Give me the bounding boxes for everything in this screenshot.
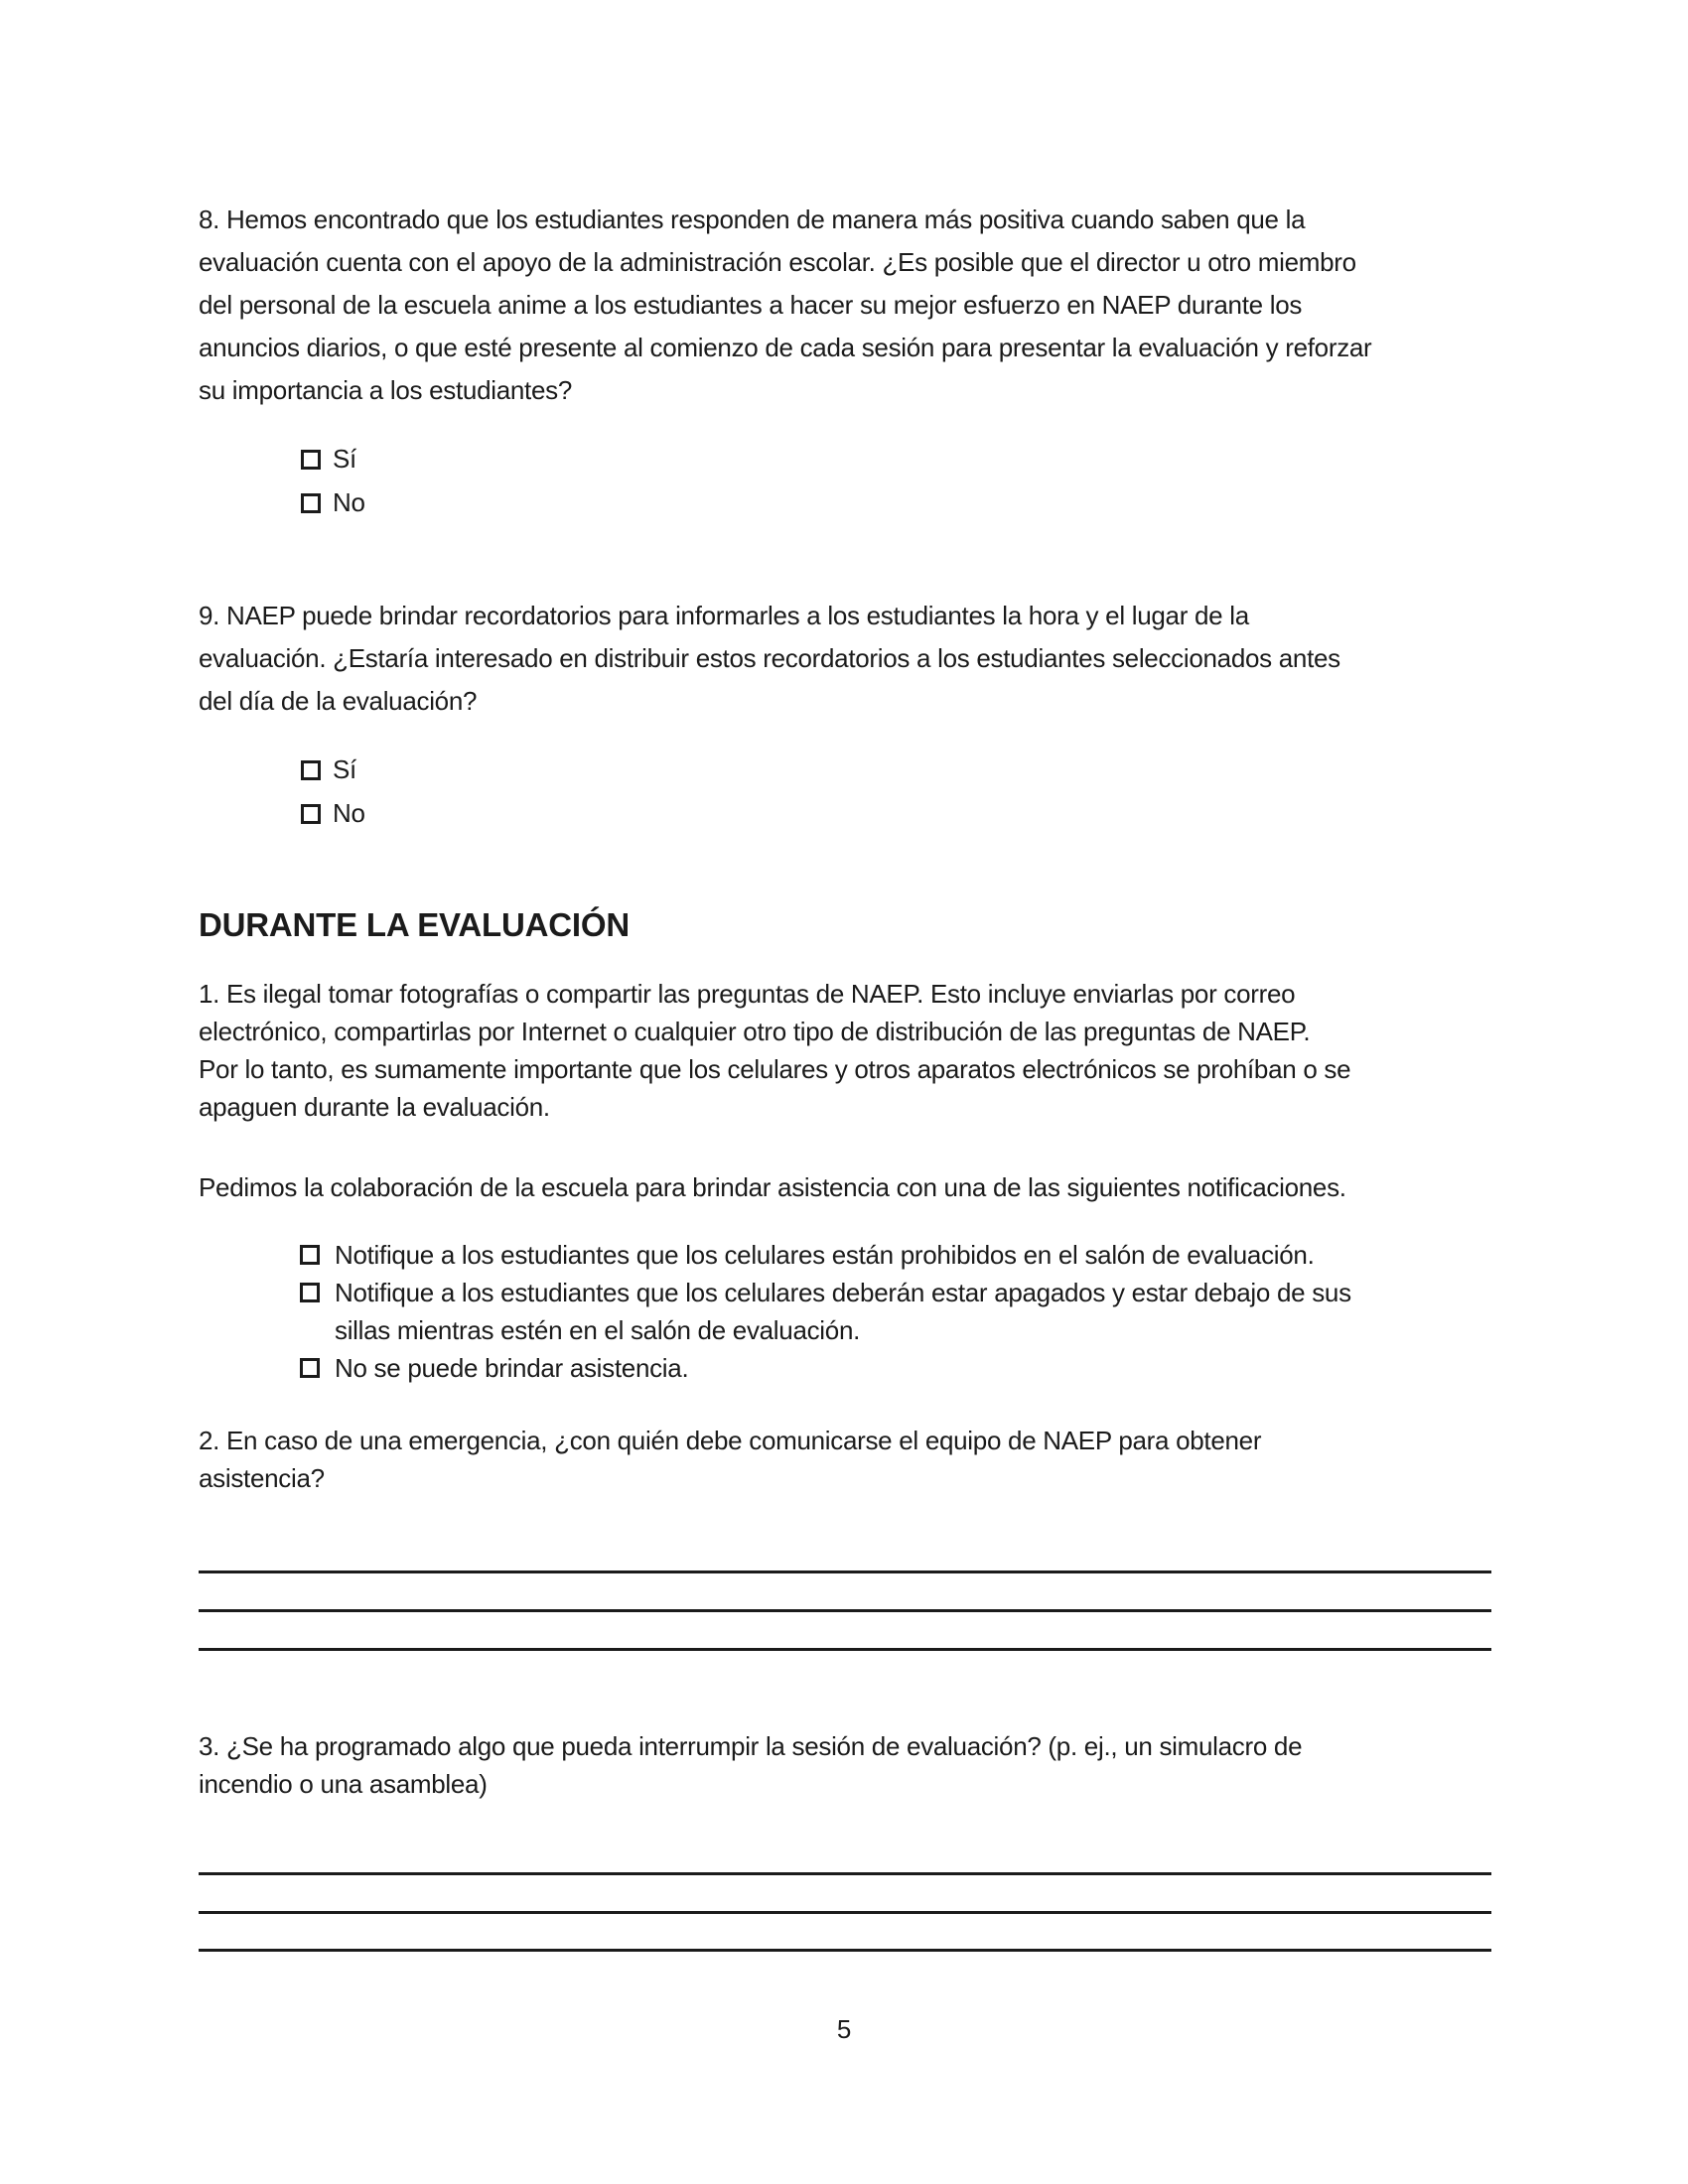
notification-2-label-wrap: sillas mientras estén en el salón de evaluación. — [335, 1315, 861, 1345]
q9-yes-label: Sí — [333, 754, 356, 784]
notification-2-label: Notifique a los estudiantes que los celulares deberán estar apagados y estar debajo de sus — [335, 1278, 1351, 1307]
notification-3-label: No se puede brindar asistencia. — [335, 1353, 689, 1383]
during-q3-line: incendio o una asamblea) — [199, 1769, 488, 1799]
q2-answer-line-1[interactable] — [199, 1570, 1491, 1573]
q2-answer-line-3[interactable] — [199, 1648, 1491, 1651]
during-q2-line: 2. En caso de una emergencia, ¿con quién debe comunicarse el equipo de NAEP para obtener — [199, 1426, 1262, 1455]
during-q3-line: 3. ¿Se ha programado algo que pueda interrumpir la sesión de evaluación? (p. ej., un simulacro de — [199, 1731, 1303, 1761]
section-heading: DURANTE LA EVALUACIÓN — [199, 906, 630, 943]
question-9-option-no — [301, 791, 1602, 835]
during-q1-line: 1. Es ilegal tomar fotografías o compartir las preguntas de NAEP. Esto incluye enviarlas por correo — [199, 979, 1296, 1009]
q9-no-checkbox[interactable] — [301, 804, 321, 824]
collaboration-text — [199, 1168, 1499, 1206]
q9-no-label: No — [333, 798, 365, 828]
during-q1-line: apaguen durante la evaluación. — [199, 1092, 550, 1122]
question-9-options — [199, 748, 1602, 835]
question-8-text — [199, 199, 1499, 412]
q8-yes-checkbox[interactable] — [301, 450, 321, 470]
during-question-3-text — [199, 1727, 1499, 1803]
notification-option-2 — [199, 1274, 1499, 1349]
q8-no-checkbox[interactable] — [301, 493, 321, 513]
question-9-option-yes — [301, 748, 1602, 791]
q3-answer-line-1[interactable] — [199, 1872, 1491, 1875]
notification-2-checkbox[interactable] — [300, 1283, 320, 1302]
question-8-line: su importancia a los estudiantes? — [199, 375, 572, 405]
question-8-line: evaluación cuenta con el apoyo de la administración escolar. ¿Es posible que el director u otro miembro — [199, 247, 1356, 277]
question-9-text — [199, 595, 1499, 723]
q3-answer-line-2[interactable] — [199, 1911, 1491, 1914]
q9-yes-checkbox[interactable] — [301, 760, 321, 780]
question-8-line: anuncios diarios, o que esté presente al comienzo de cada sesión para presentar la evaluación y reforzar — [199, 333, 1372, 362]
question-9-line: del día de la evaluación? — [199, 686, 478, 716]
q8-yes-label: Sí — [333, 444, 356, 474]
question-8-options — [199, 437, 1602, 524]
notification-1-checkbox[interactable] — [300, 1245, 320, 1265]
q2-answer-line-2[interactable] — [199, 1609, 1491, 1612]
notification-option-1 — [199, 1236, 1499, 1274]
during-q1-line: electrónico, compartirlas por Internet o cualquier otro tipo de distribución de las preguntas de NAEP. — [199, 1017, 1311, 1046]
notification-options-list — [199, 1236, 1499, 1387]
during-q2-line: asistencia? — [199, 1463, 325, 1493]
collaboration-line: Pedimos la colaboración de la escuela para brindar asistencia con una de las siguientes notificaciones. — [199, 1172, 1346, 1202]
page-number: 5 — [836, 2014, 852, 2044]
question-9-line: evaluación. ¿Estaría interesado en distribuir estos recordatorios a los estudiantes seleccionados antes — [199, 643, 1340, 673]
during-question-2-text — [199, 1422, 1499, 1497]
question-8-option-no — [301, 480, 1602, 524]
during-question-1-text — [199, 975, 1499, 1126]
notification-option-3 — [199, 1349, 1499, 1387]
question-8-option-yes — [301, 437, 1602, 480]
question-8-line: del personal de la escuela anime a los estudiantes a hacer su mejor esfuerzo en NAEP durante los — [199, 290, 1303, 320]
question-8-line: 8. Hemos encontrado que los estudiantes responden de manera más positiva cuando saben que la — [199, 205, 1306, 234]
notification-3-checkbox[interactable] — [300, 1358, 320, 1378]
q8-no-label: No — [333, 487, 365, 517]
during-q1-line: Por lo tanto, es sumamente importante que los celulares y otros aparatos electrónicos se prohíban o se — [199, 1054, 1351, 1084]
q3-answer-line-3[interactable] — [199, 1949, 1491, 1952]
question-9-line: 9. NAEP puede brindar recordatorios para informarles a los estudiantes la hora y el lugar de la — [199, 601, 1249, 630]
notification-1-label: Notifique a los estudiantes que los celulares están prohibidos en el salón de evaluación. — [335, 1240, 1315, 1270]
